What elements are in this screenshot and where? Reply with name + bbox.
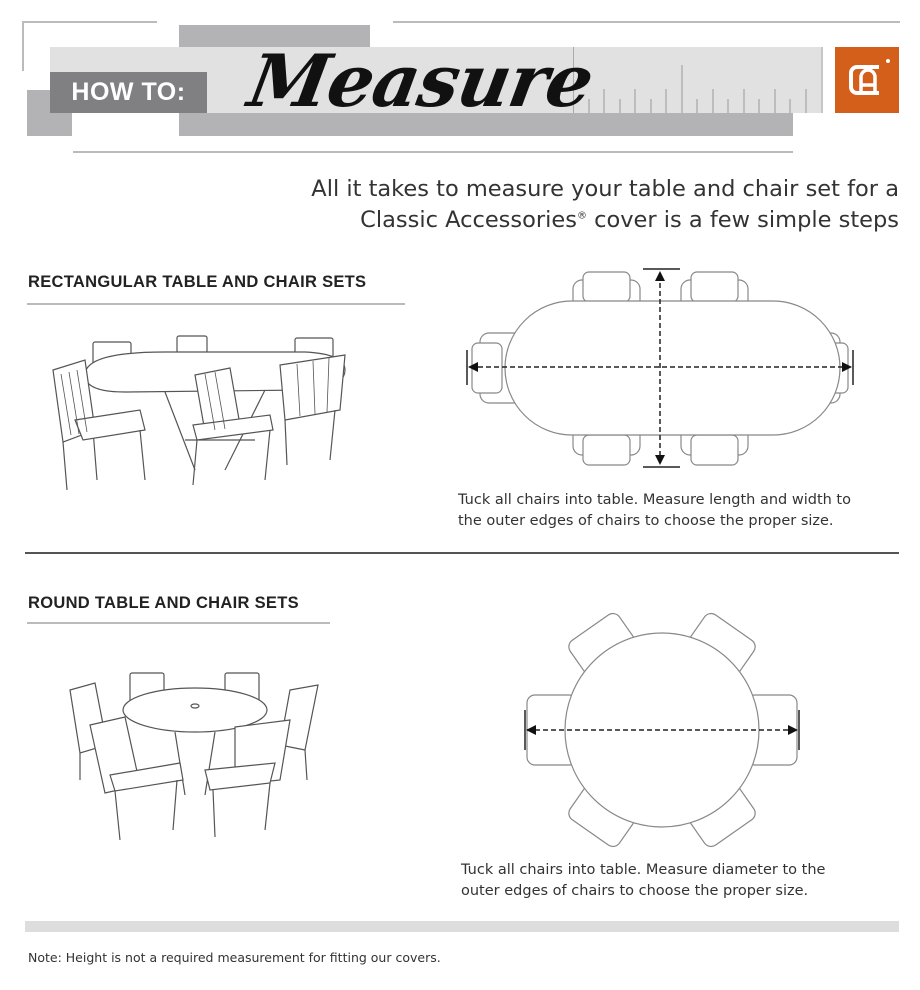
intro-line-1: All it takes to measure your table and chair set for a: [311, 176, 899, 202]
caption-line: Tuck all chairs into table. Measure diameter to the: [461, 862, 826, 878]
classic-accessories-logo-icon: [835, 47, 899, 113]
rectangular-table-illustration: [45, 330, 355, 500]
page-title: Measure: [242, 38, 600, 123]
footer-bar: [25, 921, 899, 932]
caption-rectangular: [458, 490, 851, 532]
caption-line: the outer edges of chairs to choose the proper size.: [458, 513, 834, 529]
intro-line-2: [360, 207, 899, 233]
ruler-icon: [573, 47, 823, 113]
brand-name: Classic Accessories: [360, 207, 577, 233]
heading-underline: [27, 303, 405, 305]
header-rule: [393, 21, 900, 23]
header-rule: [22, 21, 24, 71]
brand-logo: [835, 47, 899, 113]
caption-line: outer edges of chairs to choose the proper size.: [461, 883, 809, 899]
heading-underline: [27, 622, 330, 624]
round-table-illustration: [65, 665, 325, 845]
section-heading-rectangular: RECTANGULAR TABLE AND CHAIR SETS: [28, 273, 367, 291]
header-rule: [73, 151, 793, 153]
how-to-label: HOW TO:: [50, 72, 207, 113]
footer-note: Note: Height is not a required measurement for fitting our covers.: [28, 950, 441, 965]
rectangular-measure-diagram: [460, 265, 860, 475]
section-divider: [25, 552, 899, 554]
section-heading-round: ROUND TABLE AND CHAIR SETS: [28, 594, 299, 612]
header-rule: [22, 21, 157, 23]
intro-text: cover is a few simple steps: [586, 207, 899, 233]
round-measure-diagram: [515, 600, 810, 860]
table-top-view: [505, 301, 840, 435]
caption-line: Tuck all chairs into table. Measure length and width to: [458, 492, 851, 508]
registered-mark: ®: [576, 210, 587, 222]
caption-round: [461, 860, 825, 902]
